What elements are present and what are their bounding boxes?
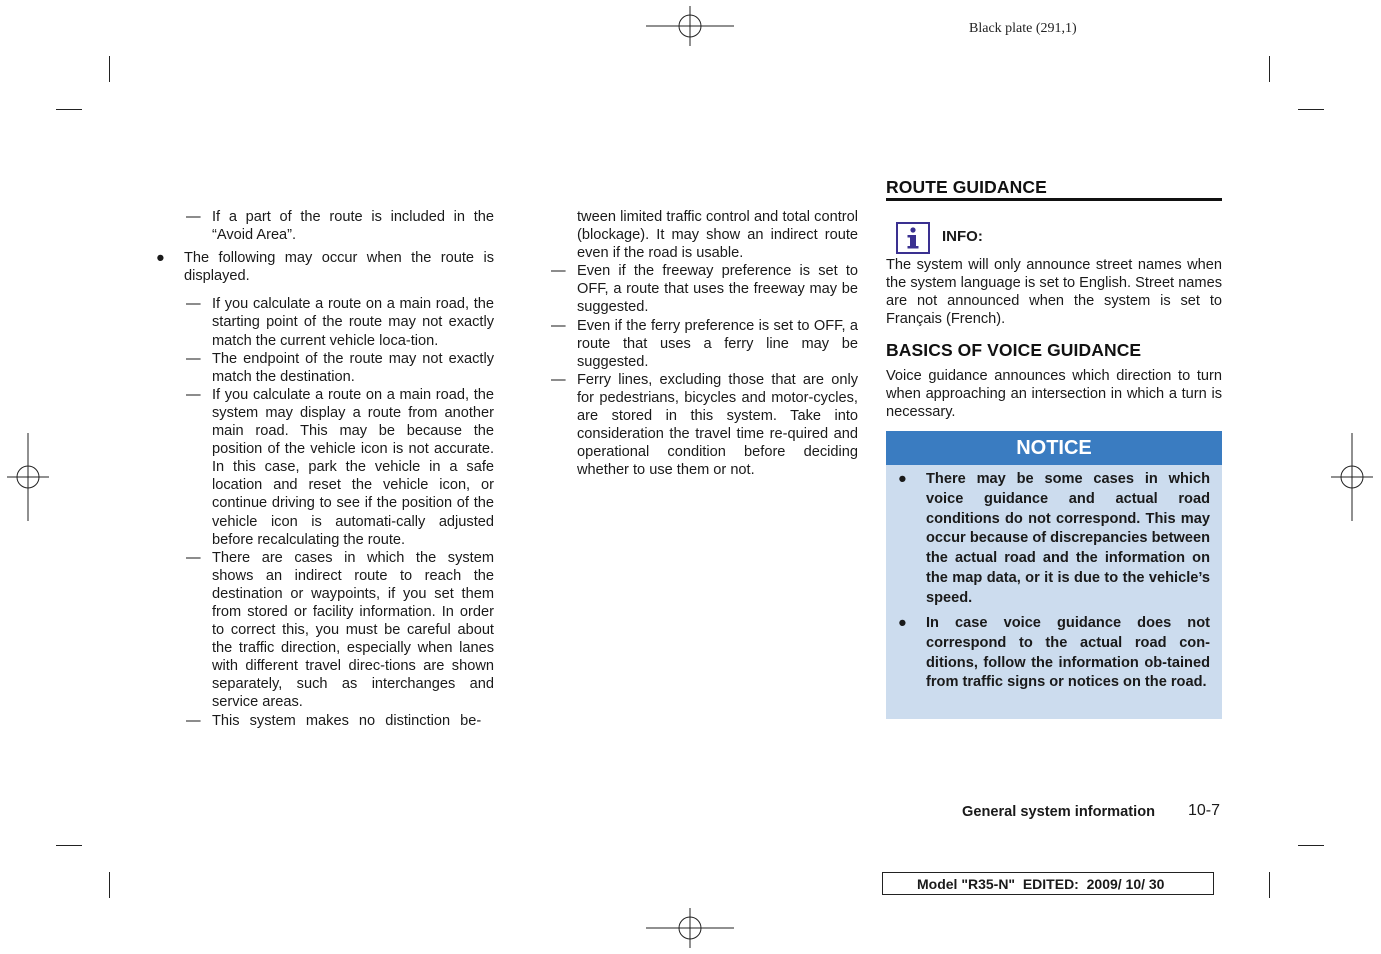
list-item-text: The following may occur when the route is displayed. [184, 250, 494, 285]
list-item: — Even if the ferry preference is set to OFF, a route that uses a ferry line may be suggested. [551, 317, 858, 371]
list-item: — Even if the freeway preference is set to OFF, a route that uses the freeway may be suggested. [551, 262, 858, 316]
info-label: INFO: [942, 228, 983, 245]
middle-column [551, 208, 858, 479]
footer-section-title: General system information [962, 804, 1156, 820]
list-item: — If you calculate a route on a main road, the system may display a route from another main road. This may be because the position of the vehicle icon is not accurate. In this case, park the vehicle in a safe location and reset the vehicle icon, or continue driving to see if the position of the vehicle icon is automati-cally adjusted before recalculating the route. [186, 386, 494, 549]
registration-mark-top [646, 6, 734, 46]
crop-mark [56, 845, 82, 846]
info-icon [896, 222, 930, 254]
notice-item-text: There may be some cases in which voice guidance and actual road conditions do not correspond. This may occur because of discrepancies between the actual road and the information on the map data, or it is due to the vehicle’s speed. [926, 471, 1210, 606]
list-item: — This system makes no distinction be- [186, 712, 494, 730]
crop-mark [1269, 872, 1270, 898]
list-item: — There are cases in which the system shows an indirect route to reach the destination or waypoints, if you set them from stored or facility information. In order to correct this, you must be careful about the traffic direction, especially when lanes with different travel direc-tions are shown separately, such as interchanges and service areas. [186, 549, 494, 712]
basics-text: Voice guidance announces which direction to turn when approaching an intersection in which a turn is necessary. [886, 368, 1222, 421]
crop-mark [1298, 845, 1324, 846]
registration-mark-right [1331, 433, 1373, 521]
model-edited-box: Model "R35-N" EDITED: 2009/ 10/ 30 [882, 872, 1214, 895]
bullet-icon: ● [156, 250, 165, 267]
list-item-continued: tween limited traffic control and total control (blockage). It may show an indirect route even if the road is usable. [577, 209, 858, 262]
notice-item-text: In case voice guidance does not correspond to the actual road con-ditions, follow the information ob-tained from traffic signs or notices on the road. [926, 615, 1210, 691]
list-item: — If a part of the route is included in the “Avoid Area”. [186, 208, 494, 244]
notice-item [898, 470, 1210, 609]
list-item: — Ferry lines, excluding those that are only for pedestrians, bicycles and motor-cycles, are stored in this system. Take into consideration the travel time re-quired and operational condition before deciding whether to use them or not. [551, 371, 858, 480]
registration-mark-left [7, 433, 49, 521]
crop-mark [109, 56, 110, 82]
bullet-icon: ● [898, 615, 907, 631]
page-number: 10-7 [1188, 802, 1221, 819]
crop-mark [56, 109, 82, 110]
list-item: — The endpoint of the route may not exactly match the destination. [186, 350, 494, 386]
route-guidance-heading: ROUTE GUIDANCE [886, 177, 1047, 197]
crop-mark [1269, 56, 1270, 82]
notice-title: NOTICE [886, 431, 1222, 465]
list-item: — If you calculate a route on a main road, the starting point of the route may not exactly match the current vehicle loca-tion. [186, 295, 494, 349]
registration-mark-bottom [646, 908, 734, 948]
list-item [156, 249, 494, 285]
notice-item [898, 614, 1210, 693]
left-column [156, 208, 494, 730]
basics-heading: BASICS OF VOICE GUIDANCE [886, 340, 1142, 360]
notice-box [886, 465, 1222, 719]
info-text: The system will only announce street names when the system language is set to English. Street names are not announced when the system is set to Français (French). [886, 257, 1222, 328]
crop-mark [109, 872, 110, 898]
crop-mark [1298, 109, 1324, 110]
plate-label: Black plate (291,1) [969, 21, 1077, 36]
heading-rule [886, 198, 1222, 201]
bullet-icon: ● [898, 471, 907, 487]
